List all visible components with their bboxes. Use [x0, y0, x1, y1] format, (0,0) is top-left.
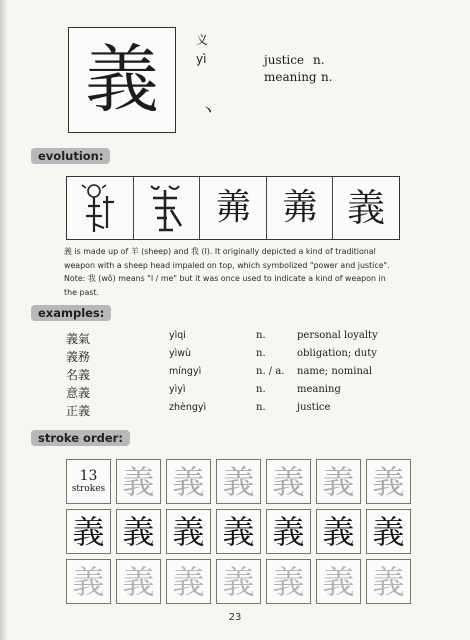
example-pos: n. — [256, 384, 266, 395]
stroke-practice-cell — [316, 509, 361, 554]
bronze-glyph-icon — [145, 182, 187, 234]
stroke-practice-glyph: 義 — [372, 462, 405, 501]
stroke-practice-glyph: 義 — [122, 462, 155, 501]
stroke-practice-glyph: 義 — [272, 562, 305, 601]
stroke-hint-radical: 丶 — [200, 101, 217, 120]
example-pinyin: yìqi — [169, 330, 186, 341]
evolution-strip — [66, 176, 400, 240]
evolution-bronze — [134, 177, 201, 239]
stroke-practice-cell — [366, 509, 411, 554]
example-word: 正義 — [66, 404, 91, 418]
stroke-count: 13 — [79, 468, 98, 484]
meaning-meaning: meaning — [264, 70, 317, 84]
example-pos: n. — [256, 402, 266, 413]
description-line-1: 義 is made up of 羊 (sheep) and 我 (I). It originally depicted a kind of traditional — [64, 247, 376, 256]
example-pos: n. / a. — [256, 366, 285, 377]
stroke-practice-glyph: 義 — [122, 562, 155, 601]
stroke-practice-cell — [116, 559, 161, 604]
stroke-practice-cell — [116, 459, 161, 504]
stroke-practice-glyph: 義 — [272, 512, 305, 551]
stroke-count-label: strokes — [71, 484, 106, 494]
example-pos: n. — [256, 348, 266, 359]
meaning-meaning-pos: n. — [321, 70, 333, 84]
examples-heading: examples: — [31, 305, 111, 321]
clerical-glyph: 羛 — [281, 187, 318, 228]
description-line-3: Note: 我 (wǒ) means "I / me" but it was once used to indicate a kind of weapon in — [64, 274, 386, 284]
stroke-practice-cell — [216, 459, 261, 504]
example-word: 義氣 — [66, 332, 91, 346]
stroke-practice-cell — [166, 559, 211, 604]
example-pinyin: yìwù — [169, 348, 192, 359]
stroke-practice-cell — [216, 559, 261, 604]
pinyin: yì — [196, 52, 207, 66]
evolution-oracle-bone — [67, 177, 134, 239]
stroke-practice-cell — [66, 559, 111, 604]
character-description — [64, 245, 424, 299]
stroke-practice-cell — [366, 459, 411, 504]
stroke-practice-glyph: 義 — [222, 562, 255, 601]
stroke-practice-glyph: 義 — [172, 562, 205, 601]
example-meaning: meaning — [297, 384, 341, 395]
evolution-clerical — [267, 177, 334, 239]
stroke-practice-cell — [266, 459, 311, 504]
main-character: 義 — [85, 37, 159, 123]
page-number: 23 — [228, 612, 242, 623]
example-meaning: personal loyalty — [297, 330, 378, 341]
example-pinyin: míngyì — [169, 366, 202, 377]
stroke-practice-cell — [166, 459, 211, 504]
stroke-practice-cell — [266, 509, 311, 554]
stroke-practice-cell — [66, 509, 111, 554]
evolution-seal — [200, 177, 267, 239]
simplified-character: 义 — [196, 33, 209, 47]
stroke-practice-glyph: 義 — [272, 462, 305, 501]
evolution-regular — [333, 177, 399, 239]
stroke-practice-glyph: 義 — [372, 562, 405, 601]
example-word: 義務 — [66, 350, 91, 364]
stroke-practice-cell — [366, 559, 411, 604]
stroke-practice-cell — [166, 509, 211, 554]
example-meaning: obligation; duty — [297, 348, 377, 359]
oracle-bone-glyph-icon — [80, 182, 120, 234]
stroke-order-heading: stroke order: — [31, 430, 130, 446]
example-meaning: justice — [297, 402, 331, 413]
stroke-count-cell — [66, 459, 111, 504]
stroke-practice-glyph: 義 — [372, 512, 405, 551]
stroke-practice-glyph: 義 — [322, 462, 355, 501]
stroke-practice-glyph: 義 — [72, 562, 105, 601]
stroke-practice-cell — [116, 509, 161, 554]
example-meaning: name; nominal — [297, 366, 373, 377]
meaning-justice-pos: n. — [313, 53, 325, 67]
main-character-box — [68, 27, 176, 133]
stroke-practice-cell — [216, 509, 261, 554]
example-pos: n. — [256, 330, 266, 341]
example-word: 意義 — [66, 386, 91, 400]
page-binding-shadow — [0, 0, 7, 640]
stroke-practice-cell — [316, 459, 361, 504]
example-word: 名義 — [66, 368, 91, 382]
stroke-practice-glyph: 義 — [222, 462, 255, 501]
evolution-heading: evolution: — [31, 148, 110, 164]
stroke-practice-glyph: 義 — [172, 512, 205, 551]
regular-glyph: 義 — [347, 186, 386, 230]
example-pinyin: zhèngyì — [169, 402, 207, 413]
example-pinyin: yìyì — [169, 384, 186, 395]
meaning-justice: justice — [264, 53, 305, 67]
stroke-practice-cell — [266, 559, 311, 604]
stroke-practice-glyph: 義 — [322, 512, 355, 551]
stroke-practice-glyph: 義 — [172, 462, 205, 501]
stroke-practice-glyph: 義 — [72, 512, 105, 551]
description-line-2: weapon with a sheep head impaled on top, which symbolized "power and justice". — [64, 260, 390, 270]
description-line-4: the past. — [64, 287, 100, 297]
stroke-practice-glyph: 義 — [322, 562, 355, 601]
stroke-practice-glyph: 義 — [122, 512, 155, 551]
seal-glyph: 羛 — [214, 187, 251, 228]
stroke-practice-cell — [316, 559, 361, 604]
stroke-practice-glyph: 義 — [222, 512, 255, 551]
